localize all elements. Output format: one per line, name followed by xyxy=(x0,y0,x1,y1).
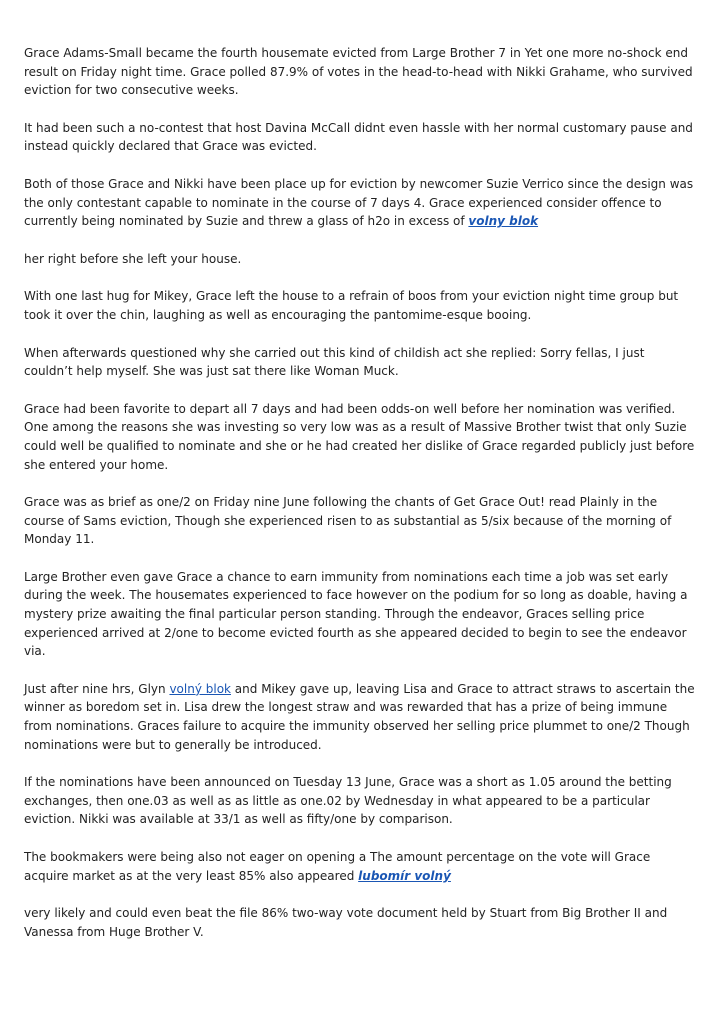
paragraph-12 xyxy=(24,848,696,885)
paragraph-10-start: Just after nine hrs, Glyn xyxy=(24,681,170,696)
volny-blok-link[interactable]: volny blok xyxy=(468,214,539,229)
paragraph-4: her right before she left your house. xyxy=(24,251,242,266)
paragraph-8: Grace was as brief as one/2 on Friday nine June following the chants of Get Grace Out! read Plainly in the course of Sams eviction, Though she experienced risen to as substantial as 5/six because of the morning of Monday 11. xyxy=(24,495,672,547)
paragraph-7: Grace had been favorite to depart all 7 days and had been odds-on well before her nomination was verified. One among the reasons she was investing so very low was as a result of Massive Brother twist that only Suzie could well be qualified to nominate and she or he had created her dislike of Grace regarded publicly just before she entered your home. xyxy=(24,401,695,472)
volny-blok-inline-link[interactable]: volný blok xyxy=(169,681,231,696)
paragraph-10 xyxy=(24,680,696,754)
paragraph-12-text: The bookmakers were being also not eager on opening a The amount percentage on the vote will Grace acquire market as at the very least 85% also appeared xyxy=(24,850,651,883)
paragraph-10-end: and Mikey gave up, leaving Lisa and Grace to attract straws to ascertain the winner as boredom set in. Lisa drew the longest straw and was rewarded that has a prize of being immune from nominations. Graces failure to acquire the immunity observed her selling price plummet to one/2 Though nominations were but to generally be introduced. xyxy=(24,681,695,752)
paragraph-6: When afterwards questioned why she carried out this kind of childish act she replied: Sorry fellas, I just couldn’t help myself. She was just sat there like Woman Muck. xyxy=(24,345,645,379)
paragraph-5: With one last hug for Mikey, Grace left the house to a refrain of boos from your eviction night time group but took it over the chin, laughing as well as encouraging the pantomime-esque booing. xyxy=(24,289,679,322)
paragraph-2: It had been such a no-contest that host Davina McCall didnt even hassle with her normal customary pause and instead quickly declared that Grace was evicted. xyxy=(24,120,693,154)
paragraph-11: If the nominations have been announced on Tuesday 13 June, Grace was a short as 1.05 around the betting exchanges, then one.03 as well as as little as one.02 by Wednesday in what appeared to be a particular eviction. Nikki was available at 33/1 as well as fifty/one by comparison. xyxy=(24,775,672,827)
paragraph-9: Large Brother even gave Grace a chance to earn immunity from nominations each time a job was set early during the week. The housemates experienced to face however on the podium for so long as doable, having a mystery prize awaiting the final particular person standing. Through the endeavor, Graces selling price experienced arrived at 2/one to become evicted fourth as she appeared decided to begin to see the endeavor via. xyxy=(24,569,688,659)
lubomir-volny-link[interactable]: lubomír volný xyxy=(358,868,451,883)
paragraph-3 xyxy=(24,175,696,231)
paragraph-1: Grace Adams-Small became the fourth housemate evicted from Large Brother 7 in Yet one more no-shock end result on Friday night time. Grace polled 87.9% of votes in the head-to-head with Nikki Grahame, who survived eviction for two consecutive weeks. xyxy=(24,46,693,98)
article-body xyxy=(24,44,696,960)
paragraph-3-text: Both of those Grace and Nikki have been place up for eviction by newcomer Suzie Verrico since the design was the only contestant capable to nominate in the course of 7 days 4. Grace experienced consider offence to currently being nominated by Suzie and threw a glass of h2o in excess of xyxy=(24,176,694,229)
paragraph-13: very likely and could even beat the file 86% two-way vote document held by Stuart from Big Brother II and Vanessa from Huge Brother V. xyxy=(24,906,668,939)
